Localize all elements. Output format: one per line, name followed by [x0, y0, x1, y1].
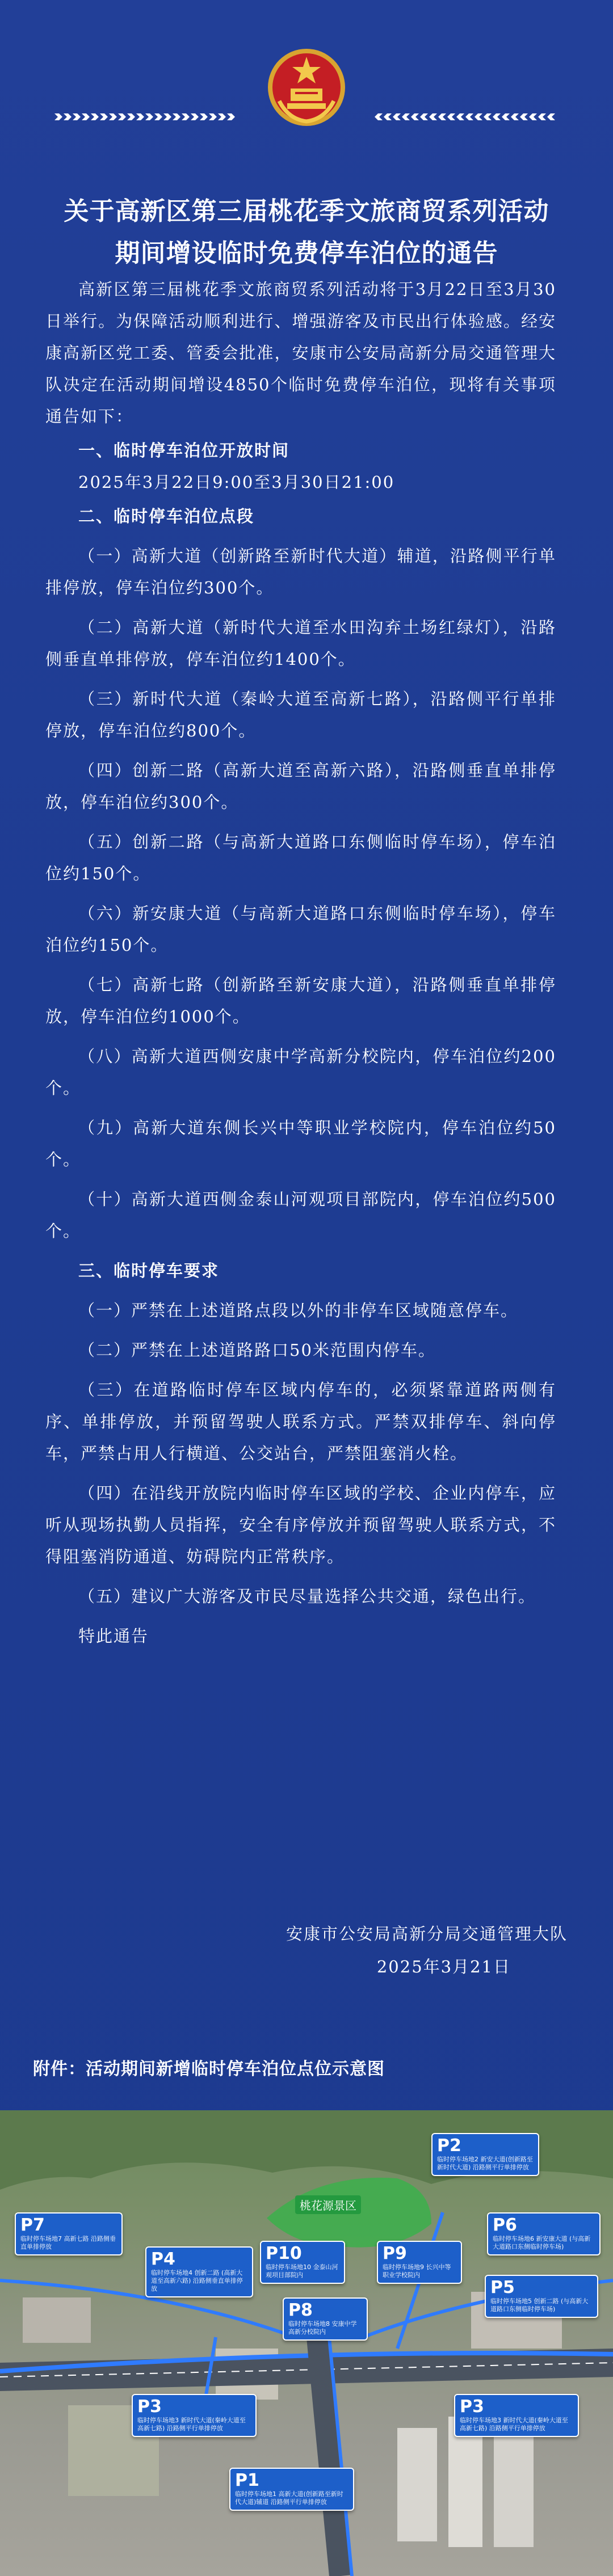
pin-code: P6 — [493, 2215, 517, 2235]
parking-pin-p9 — [377, 2241, 462, 2284]
section-1-heading: 一、临时停车泊位开放时间 — [78, 441, 290, 460]
parking-pin-p2 — [431, 2133, 539, 2176]
notice-title — [45, 191, 568, 275]
section-3-item: （三）在道路临时停车区域内停车的，必须紧靠道路两侧有序、单排停放，并预留驾驶人联系方式。严禁双排停车、斜向停车，严禁占用人行横道、公交站台，严禁阻塞消火栓。 — [45, 1380, 556, 1463]
section-2-item: （六）新安康大道（与高新大道路口东侧临时停车场），停车泊位约150个。 — [45, 904, 556, 955]
pin-code: P10 — [266, 2244, 302, 2263]
divider-chevrons-left — [54, 111, 242, 123]
parking-pin-p10 — [260, 2241, 345, 2284]
intro-paragraph: 高新区第三届桃花季文旅商贸系列活动将于3月22日至3月30日举行。为保障活动顺利进行、增强游客及市民出行体验感。经安康高新区党工委、管委会批准，安康市公安局高新分局交通管理大队决定在活动期间增设4850个临时免费停车泊位，现将有关事项通告如下： — [45, 280, 556, 426]
section-3-heading: 三、临时停车要求 — [78, 1261, 220, 1280]
section-3-item: （四）在沿线开放院内临时停车区域的学校、企业内停车，应听从现场执勤人员指挥，安全有序停放并预留驾驶人联系方式，不得阻塞消防通道、妨碍院内正常秩序。 — [45, 1483, 556, 1566]
police-emblem-icon — [266, 47, 347, 128]
parking-pin-p5 — [485, 2275, 598, 2318]
park-area-label: 桃花源景区 — [295, 2195, 361, 2214]
signature-date: 2025年3月21日 — [376, 1957, 511, 1976]
pin-desc: 临时停车场地6 新安康大道 (与高新大道路口东侧临时停车场) — [493, 2235, 591, 2250]
title-line-2: 期间增设临时免费停车泊位的通告 — [115, 239, 498, 268]
notice-body — [45, 273, 556, 1652]
divider-chevrons-right — [370, 111, 557, 123]
pin-desc: 临时停车场地3 新时代大道(秦岭大道至高新七路) 沿路侧平行单排停放 — [460, 2417, 568, 2432]
section-3-item: （一）严禁在上述道路点段以外的非停车区域随意停车。 — [78, 1301, 519, 1320]
pin-code: P3 — [137, 2397, 162, 2417]
pin-code: P4 — [151, 2249, 175, 2269]
header — [0, 0, 613, 187]
pin-desc: 临时停车场地1 高新大道(创新路至新时代大道)辅道 沿路侧平行单排停放 — [235, 2490, 343, 2506]
parking-pin-p4 — [145, 2246, 253, 2297]
pin-code: P2 — [437, 2136, 461, 2156]
pin-desc: 临时停车场地7 高新七路 沿路侧垂直单排停放 — [20, 2235, 116, 2250]
pin-desc: 临时停车场地3 新时代大道(秦岭大道至高新七路) 沿路侧平行单排停放 — [137, 2417, 246, 2432]
pin-code: P1 — [235, 2470, 259, 2490]
parking-pin-p6 — [487, 2212, 601, 2255]
pin-desc: 临时停车场地2 新安大道(创新路至新时代大道) 沿路侧平行单排停放 — [437, 2156, 533, 2171]
title-line-1: 关于高新区第三届桃花季文旅商贸系列活动 — [64, 197, 549, 226]
section-2-item: （八）高新大道西侧安康中学高新分校院内，停车泊位约200个。 — [45, 1047, 556, 1098]
section-2-item: （五）创新二路（与高新大道路口东侧临时停车场），停车泊位约150个。 — [45, 832, 556, 883]
pin-desc: 临时停车场地8 安康中学高新分校院内 — [288, 2320, 357, 2335]
pin-desc: 临时停车场地9 长兴中等职业学校院内 — [383, 2263, 451, 2279]
section-2-item: （七）高新七路（创新路至新安康大道），沿路侧垂直单排停放，停车泊位约1000个。 — [45, 975, 556, 1026]
section-2-item: （三）新时代大道（秦岭大道至高新七路），沿路侧平行单排停放，停车泊位约800个。 — [45, 689, 556, 740]
section-3-item: （二）严禁在上述道路路口50米范围内停车。 — [78, 1340, 436, 1360]
parking-pin-p1 — [229, 2468, 354, 2511]
section-2-item: （九）高新大道东侧长兴中等职业学校院内，停车泊位约50个。 — [45, 1118, 556, 1169]
pin-desc: 临时停车场地10 金泰山河观项目部院内 — [266, 2263, 338, 2279]
pin-code: P9 — [383, 2244, 407, 2263]
section-2-item: （二）高新大道（新时代大道至水田沟弃土场红绿灯），沿路侧垂直单排停放，停车泊位约1400个。 — [45, 618, 556, 669]
parking-pin-p3-east — [454, 2394, 579, 2437]
section-2-item: （四）创新二路（高新大道至高新六路），沿路侧垂直单排停放，停车泊位约300个。 — [45, 761, 556, 812]
parking-pin-p8 — [283, 2297, 368, 2341]
parking-pin-p3-west — [132, 2394, 257, 2437]
parking-pin-p7 — [15, 2212, 123, 2255]
pin-code: P5 — [490, 2278, 515, 2297]
attachment-title: 附件：活动期间新增临时停车泊位点位示意图 — [33, 2059, 385, 2079]
section-1-time: 2025年3月22日9:00至3月30日21:00 — [78, 473, 395, 492]
signature-block — [286, 1917, 568, 1983]
parking-map — [0, 2110, 613, 2576]
pin-code: P3 — [460, 2397, 484, 2417]
section-2-heading: 二、临时停车泊位点段 — [78, 507, 255, 526]
section-2-item: （一）高新大道（创新路至新时代大道）辅道，沿路侧平行单排停放，停车泊位约300个。 — [45, 546, 556, 597]
pin-desc: 临时停车场地4 创新二路 (高新大道至高新六路) 沿路侧垂直单排停放 — [151, 2269, 243, 2292]
pin-desc: 临时停车场地5 创新二路 (与高新大道路口东侧临时停车场) — [490, 2297, 589, 2313]
section-2-item: （十）高新大道西侧金泰山河观项目部院内，停车泊位约500个。 — [45, 1190, 556, 1241]
pin-code: P7 — [20, 2215, 45, 2235]
section-3-item: （五）建议广大游客及市民尽量选择公共交通，绿色出行。 — [78, 1587, 536, 1606]
pin-code: P8 — [288, 2300, 313, 2320]
signature-org: 安康市公安局高新分局交通管理大队 — [285, 1924, 568, 1943]
closing-text: 特此通告 — [78, 1626, 149, 1646]
